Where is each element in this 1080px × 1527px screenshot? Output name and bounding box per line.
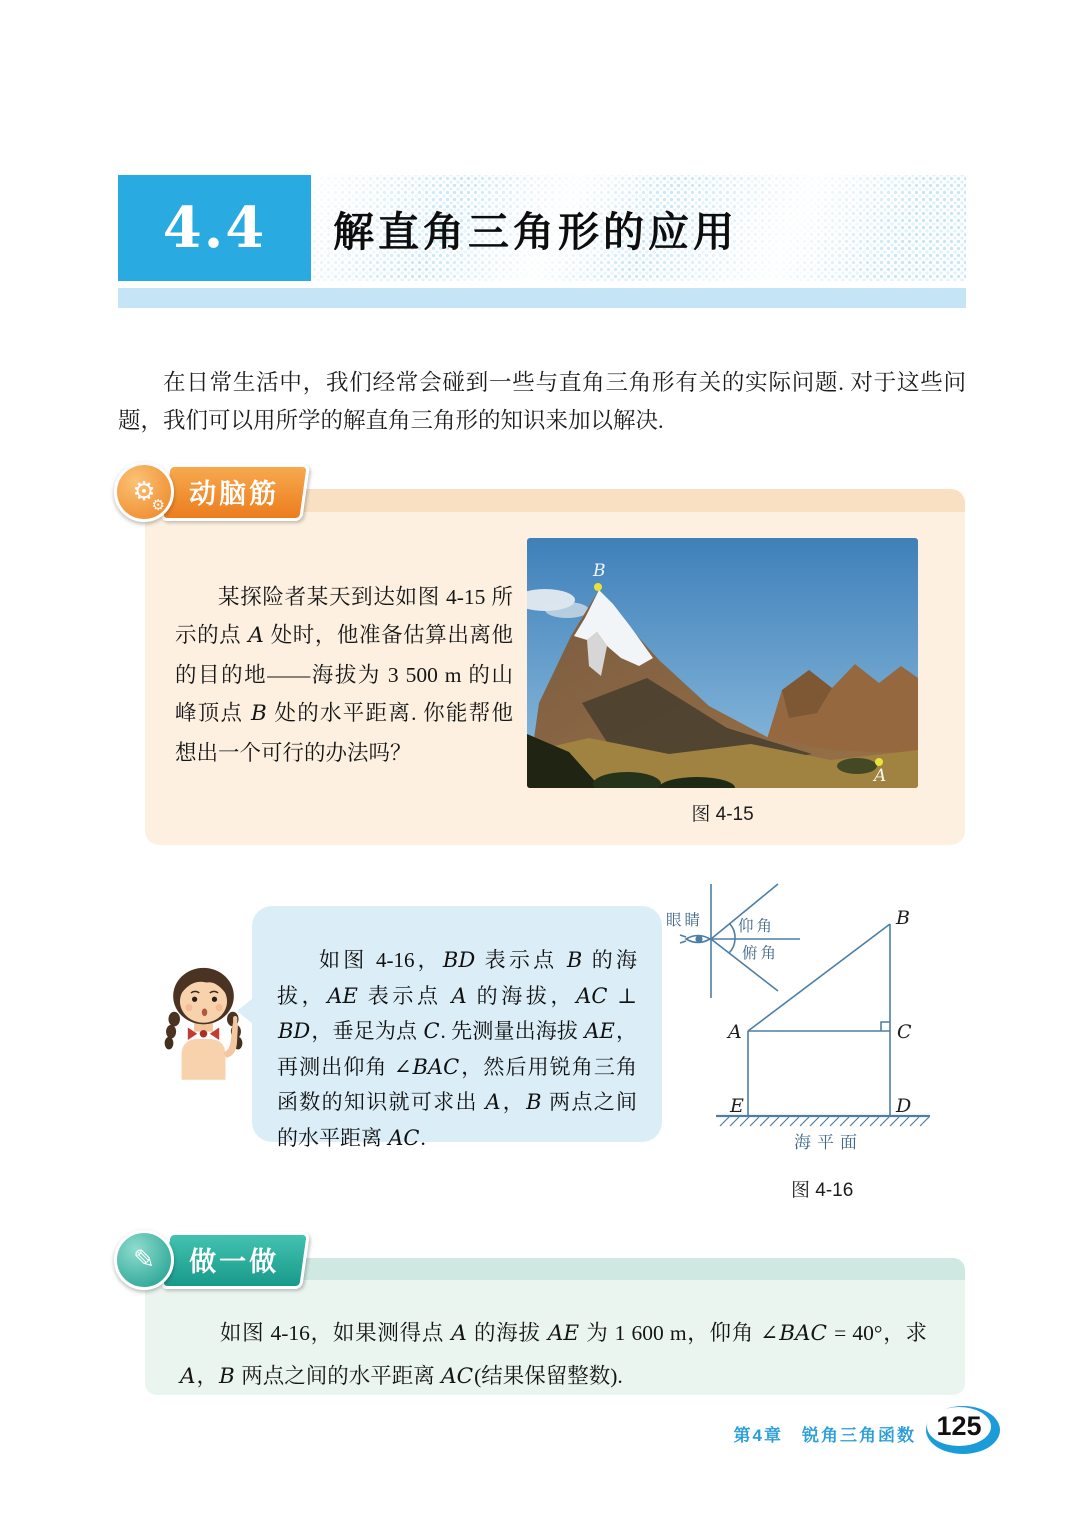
footer-chapter: 第4章 锐角三角函数 <box>733 1426 916 1445</box>
section-title: 解直角三角形的应用 <box>333 208 738 255</box>
speech-bubble-text: 如图 4-16，BD 表示点 B 的海拔，AE 表示点 A 的海拔，AC ⊥ BD，垂足为点 C. 先测量出海拔 AE，再测出仰角 ∠BAC，然后用锐角三角函数的知识就可求出 A，B 两点之间的水平距离 AC. <box>277 948 638 1150</box>
photo-label-b: B <box>593 561 606 581</box>
figure-4-15-caption: 图 4-15 <box>691 804 754 825</box>
practice-badge-label: 做一做 <box>160 1232 310 1289</box>
label-E: E <box>730 1095 744 1117</box>
elevation-label: 仰角 <box>738 918 776 935</box>
elevation-arc <box>730 924 735 939</box>
page-number-badge <box>926 1406 1000 1454</box>
bush-3 <box>837 758 877 774</box>
eye-right <box>212 997 217 1002</box>
sea-level-label: 海平面 <box>794 1133 863 1152</box>
eye-diagram <box>680 884 800 998</box>
think-paragraph: 某探险者某天到达如图 4-15 所示的点 A 处时，他准备估算出离他的目的地——海拔为 3 500 m 的山峰顶点 B 处的水平距离. 你能帮他想出一个可行的办法吗？ <box>175 584 513 765</box>
label-A: A <box>728 1021 742 1043</box>
label-D: D <box>896 1095 912 1117</box>
left-braid-2 <box>166 1025 176 1039</box>
photo-label-a: A <box>874 766 887 786</box>
girl-mouth <box>202 1009 207 1017</box>
section-header <box>118 175 966 281</box>
intro-paragraph: 在日常生活中，我们经常会碰到一些与直角三角形有关的实际问题. 对于这些问题，我们可以用所学的解直角三角形的知识来加以解决. <box>118 369 966 433</box>
header-divider-strip <box>118 288 966 308</box>
eye-left <box>192 997 197 1002</box>
blush-right <box>216 1004 223 1011</box>
practice-section-badge <box>114 1230 306 1290</box>
practice-paragraph: 如图 4-16，如果测得点 A 的海拔 AE 为 1 600 m，仰角 ∠BAC = 40°，求 A，B 两点之间的水平距离 AC(结果保留整数). <box>180 1320 927 1389</box>
eye-label: 眼睛 <box>666 912 704 929</box>
girl-body <box>182 1039 226 1080</box>
raised-arm <box>223 1023 238 1058</box>
right-angle-mark <box>881 1022 890 1031</box>
eye-pupil <box>696 936 702 942</box>
depression-label: 俯角 <box>742 945 780 962</box>
ground-hatching <box>720 1117 929 1126</box>
label-B: B <box>896 907 910 929</box>
speech-bubble <box>252 906 662 1150</box>
depression-arc <box>729 939 735 953</box>
point-b-marker <box>594 583 602 591</box>
label-C: C <box>897 1021 912 1043</box>
blush-left <box>185 1004 192 1011</box>
point-a-marker <box>875 758 883 766</box>
section-number-box <box>118 175 311 281</box>
section-number: 4.4 <box>162 195 267 261</box>
left-braid <box>168 1012 180 1027</box>
figure-4-16-caption: 图 4-16 <box>791 1180 854 1201</box>
hypotenuse-AB <box>748 924 890 1031</box>
left-braid-3 <box>165 1037 174 1050</box>
bow-center <box>200 1030 208 1038</box>
gears-icon: ⚙ ⚙ <box>114 462 174 522</box>
section-title-banner <box>311 175 966 281</box>
mountain-photo <box>527 538 918 788</box>
figure-4-16-diagram <box>658 874 985 1219</box>
pencil-icon: ✎ <box>114 1230 174 1290</box>
think-section-badge <box>114 462 306 522</box>
think-badge-label: 动脑筋 <box>160 464 310 521</box>
page-number: 125 <box>927 1407 991 1446</box>
photo-cloud-2 <box>545 602 589 618</box>
